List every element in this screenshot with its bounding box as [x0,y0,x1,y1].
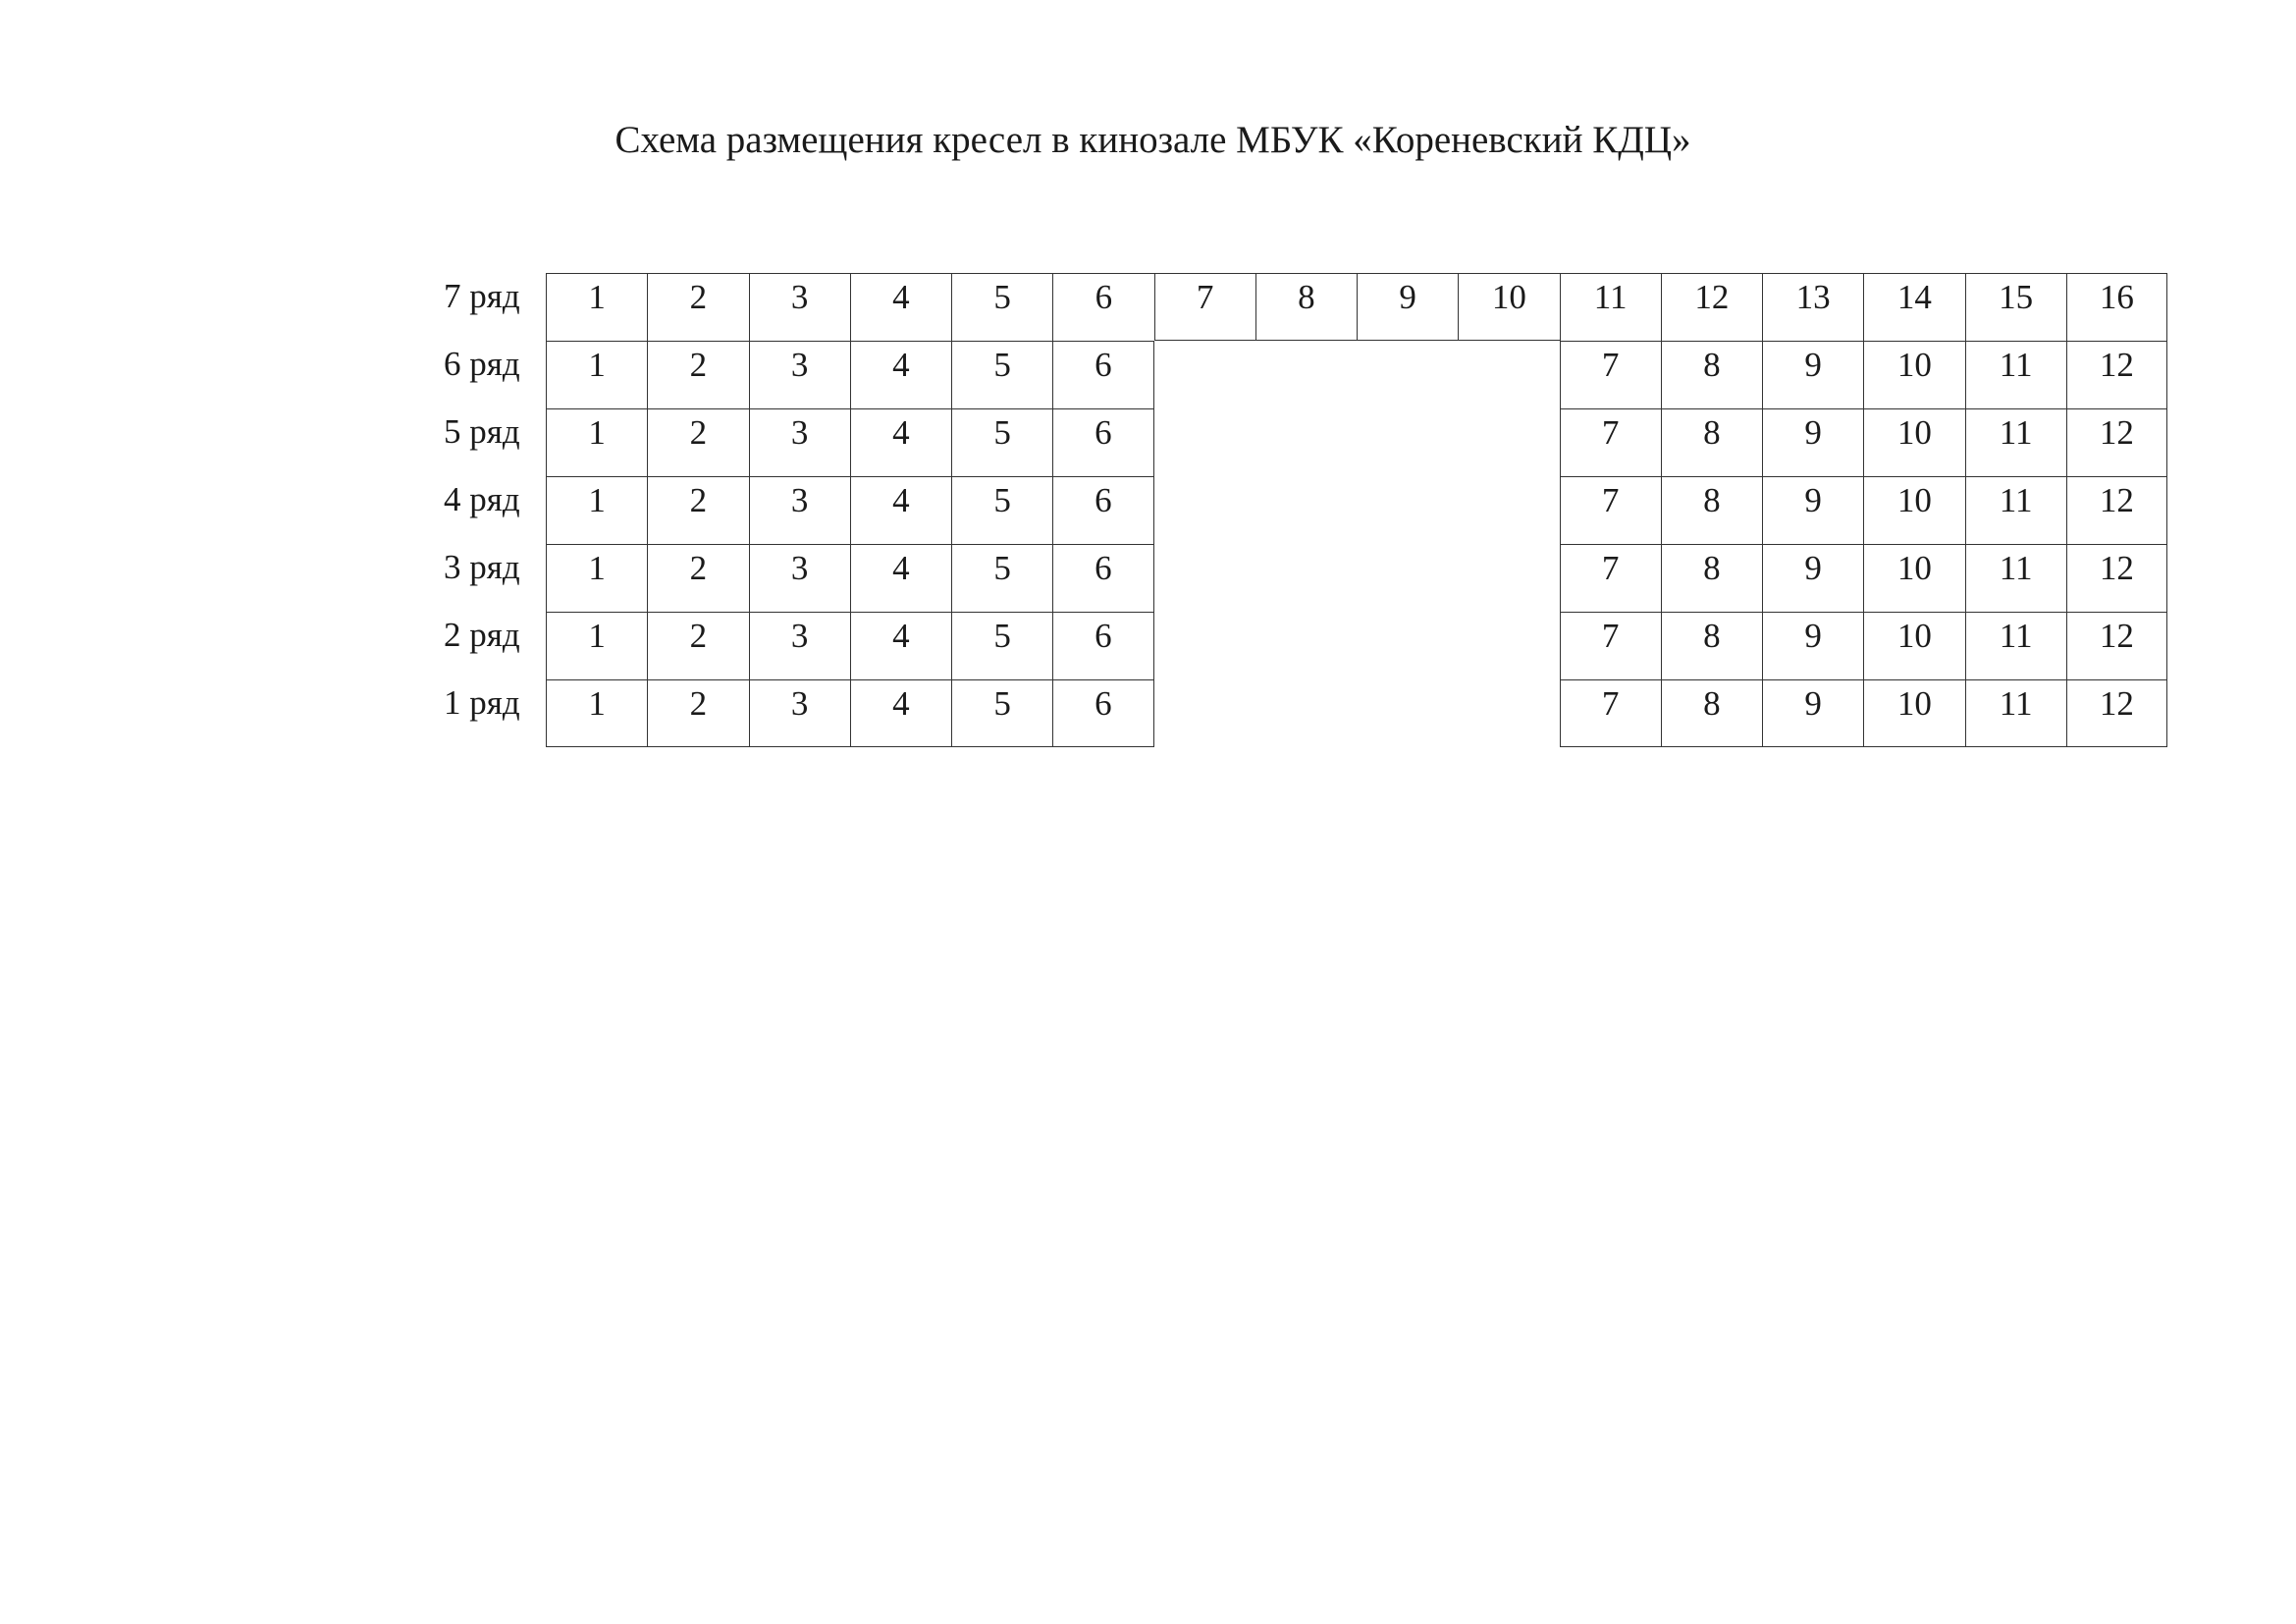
seat-cell[interactable]: 4 [850,273,951,341]
row-label: 3 ряд [444,548,520,586]
seat-cell[interactable]: 11 [1965,544,2066,612]
seat-cell[interactable]: 12 [2066,408,2167,476]
seat-cell[interactable]: 2 [647,408,748,476]
aisle-gap [1154,612,1255,679]
aisle-gap [1154,341,1255,408]
seat-cell[interactable]: 1 [546,679,647,747]
seat-cell[interactable]: 9 [1357,273,1458,341]
seat-cell[interactable]: 5 [951,612,1052,679]
page-title: Схема размещения кресел в кинозале МБУК «Кореневский КДЦ» [614,119,1691,161]
seat-cell[interactable]: 3 [749,679,850,747]
aisle-gap [1458,679,1559,747]
seat-cell[interactable]: 2 [647,612,748,679]
seat-cell[interactable]: 10 [1863,476,1964,544]
seat-cell[interactable]: 10 [1863,679,1964,747]
seat-cell[interactable]: 1 [546,476,647,544]
aisle-gap [1357,612,1458,679]
seat-cell[interactable]: 3 [749,341,850,408]
seat-cell[interactable]: 14 [1863,273,1964,341]
seat-cell[interactable]: 12 [2066,476,2167,544]
seat-cell[interactable]: 6 [1052,612,1153,679]
aisle-gap [1154,544,1255,612]
seat-cell[interactable]: 12 [2066,341,2167,408]
seat-cell[interactable]: 5 [951,679,1052,747]
seat-cell[interactable]: 4 [850,679,951,747]
seat-cell[interactable]: 4 [850,612,951,679]
row-label: 6 ряд [444,345,520,383]
seat-cell[interactable]: 6 [1052,273,1153,341]
seat-cell[interactable]: 11 [1560,273,1661,341]
seat-cell[interactable]: 4 [850,408,951,476]
seat-cell[interactable]: 4 [850,341,951,408]
seat-cell[interactable]: 1 [546,273,647,341]
seat-cell[interactable]: 7 [1560,476,1661,544]
seat-cell[interactable]: 11 [1965,341,2066,408]
seat-cell[interactable]: 6 [1052,679,1153,747]
seat-cell[interactable]: 5 [951,341,1052,408]
seat-cell[interactable]: 11 [1965,476,2066,544]
seat-map-table [432,273,2167,747]
seat-cell[interactable]: 12 [1661,273,1762,341]
row-label: 5 ряд [444,412,520,451]
seat-cell[interactable]: 3 [749,476,850,544]
aisle-gap [1357,408,1458,476]
seat-cell[interactable]: 6 [1052,408,1153,476]
aisle-gap [1357,476,1458,544]
seat-cell[interactable]: 3 [749,273,850,341]
row-label: 1 ряд [444,683,520,722]
seat-cell[interactable]: 9 [1762,544,1863,612]
seat-cell[interactable]: 12 [2066,612,2167,679]
aisle-gap [1255,341,1357,408]
seat-cell[interactable]: 10 [1863,341,1964,408]
seat-cell[interactable]: 8 [1661,612,1762,679]
seat-cell[interactable]: 15 [1965,273,2066,341]
aisle-gap [1154,679,1255,747]
aisle-gap [1154,476,1255,544]
aisle-gap [1458,341,1559,408]
seat-cell[interactable]: 7 [1560,408,1661,476]
seat-cell[interactable]: 10 [1863,408,1964,476]
seat-cell[interactable]: 7 [1154,273,1255,341]
seat-cell[interactable]: 8 [1661,408,1762,476]
seat-cell[interactable]: 2 [647,679,748,747]
aisle-gap [1255,408,1357,476]
seat-cell[interactable]: 7 [1560,679,1661,747]
seat-cell[interactable]: 2 [647,273,748,341]
seat-cell[interactable]: 4 [850,476,951,544]
seat-cell[interactable]: 5 [951,476,1052,544]
seat-cell[interactable]: 7 [1560,341,1661,408]
aisle-gap [1255,612,1357,679]
seat-cell[interactable]: 1 [546,544,647,612]
seat-cell[interactable]: 9 [1762,476,1863,544]
seat-cell[interactable]: 3 [749,612,850,679]
seat-cell[interactable]: 1 [546,408,647,476]
aisle-gap [1154,408,1255,476]
seat-cell[interactable]: 2 [647,476,748,544]
aisle-gap [1458,476,1559,544]
seat-cell[interactable]: 10 [1458,273,1559,341]
seat-cell[interactable]: 7 [1560,544,1661,612]
seat-cell[interactable]: 9 [1762,341,1863,408]
seat-cell[interactable]: 16 [2066,273,2167,341]
seat-cell[interactable]: 12 [2066,679,2167,747]
seat-cell[interactable]: 8 [1661,476,1762,544]
seat-cell[interactable]: 11 [1965,612,2066,679]
seat-cell[interactable]: 2 [647,544,748,612]
aisle-gap [1357,544,1458,612]
seat-cell[interactable]: 5 [951,544,1052,612]
seat-cell[interactable]: 6 [1052,544,1153,612]
seat-cell[interactable]: 1 [546,612,647,679]
seat-cell[interactable]: 3 [749,544,850,612]
seat-cell[interactable]: 9 [1762,612,1863,679]
aisle-gap [1458,612,1559,679]
seat-cell[interactable]: 9 [1762,408,1863,476]
seat-cell[interactable]: 5 [951,273,1052,341]
seat-cell[interactable]: 8 [1661,679,1762,747]
aisle-gap [1357,679,1458,747]
seat-cell[interactable]: 9 [1762,679,1863,747]
seat-cell[interactable]: 1 [546,341,647,408]
aisle-gap [1458,544,1559,612]
aisle-gap [1357,341,1458,408]
seat-cell[interactable]: 2 [647,341,748,408]
seat-cell[interactable]: 11 [1965,408,2066,476]
seat-cell[interactable]: 11 [1965,679,2066,747]
seat-cell[interactable]: 6 [1052,341,1153,408]
aisle-gap [1255,544,1357,612]
seat-cell[interactable]: 12 [2066,544,2167,612]
seat-cell[interactable]: 8 [1255,273,1357,341]
seat-cell[interactable]: 7 [1560,612,1661,679]
seat-cell[interactable]: 6 [1052,476,1153,544]
aisle-gap [1458,408,1559,476]
row-label: 4 ряд [444,480,520,518]
aisle-gap [1255,679,1357,747]
seat-cell[interactable]: 10 [1863,612,1964,679]
row-label: 2 ряд [444,616,520,654]
seat-cell[interactable]: 4 [850,544,951,612]
seat-cell[interactable]: 13 [1762,273,1863,341]
seat-cell[interactable]: 8 [1661,544,1762,612]
aisle-gap [1255,476,1357,544]
seat-cell[interactable]: 5 [951,408,1052,476]
row-label: 7 ряд [444,277,520,315]
seat-cell[interactable]: 8 [1661,341,1762,408]
seat-cell[interactable]: 3 [749,408,850,476]
seat-cell[interactable]: 10 [1863,544,1964,612]
